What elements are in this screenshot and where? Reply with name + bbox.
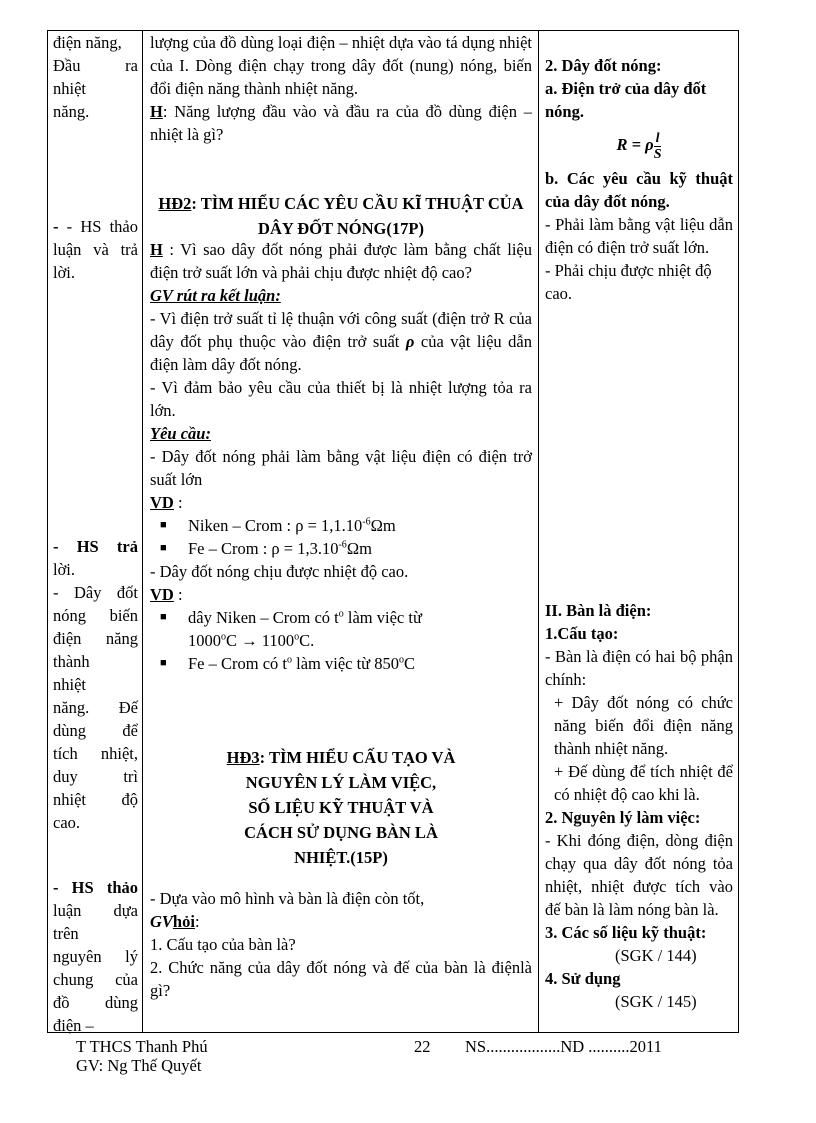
- line: trên: [53, 924, 79, 943]
- hd2-title: : TÌM HIỂU CÁC YÊU CẦU KĨ THUẬT CỦA DÂY ĐỐT NÓNG(17P): [191, 194, 524, 238]
- reason-2: - Vì đảm bảo yêu cầu của thiết bị là nhiệt lượng tỏa ra lớn.: [150, 378, 532, 420]
- section-subtitle: b. Các yêu cầu kỹ thuật của dây đốt nóng.: [545, 169, 733, 211]
- hd3-label: HĐ3: [226, 748, 260, 767]
- col3-block-2: [545, 599, 733, 1013]
- line: duy trì: [53, 767, 138, 786]
- col1-block-2: - - HS thảo luận và trả lời.: [53, 217, 138, 282]
- formula-lhs: R = ρ: [616, 135, 654, 154]
- line: tích nhiệt,: [53, 744, 138, 763]
- col2-block-1: [150, 31, 532, 146]
- example-text: C → 1100: [226, 631, 295, 650]
- rho-symbol: ρ: [405, 332, 415, 351]
- example-item: ■ dây Niken – Crom có $t^o$ làm việc từ $1000^oC \to 1100^oC$.: [160, 608, 422, 650]
- line: cao.: [53, 813, 81, 832]
- hd3-line: NHIỆT.(15P): [294, 848, 388, 867]
- col3-block-1: [545, 54, 733, 305]
- colon: :: [194, 912, 200, 931]
- line: luận dựa: [53, 901, 138, 920]
- line: luận và trả: [53, 240, 138, 259]
- line: nguyên lý: [53, 947, 138, 966]
- line: năng. Đế: [53, 698, 138, 717]
- requirement: - Phải làm bằng vật liệu dẫn điện có điện trở suất lớn.: [545, 215, 733, 257]
- question-1: 1. Cấu tạo của bàn là?: [150, 935, 296, 954]
- col1-block-3: [53, 535, 138, 834]
- footer-teacher: GV: Ng Thế Quyết: [76, 1056, 202, 1075]
- example-label: VD: [150, 585, 174, 604]
- line: - Dây đốt: [53, 583, 138, 602]
- example-text: C.: [299, 631, 315, 650]
- line: điện năng,: [53, 33, 122, 52]
- hd3-line: CÁCH SỬ DỤNG BÀN LÀ: [244, 823, 438, 842]
- line: thành: [53, 652, 90, 671]
- example-text: Fe – Crom : ρ = 1,3.10: [188, 539, 339, 558]
- example-item: ■ Niken – Crom : $\rho = 1,1.10^{-6}\Omega m$: [160, 516, 396, 535]
- exponent: -6: [338, 539, 347, 551]
- gv-conclusion-label: GV rút ra kết luận:: [150, 286, 281, 305]
- line: nóng biến: [53, 606, 138, 625]
- paragraph: lượng của đồ dùng loại điện – nhiệt dựa vào tá dụng nhiệt của I. Dòng điện chạy trong dây đốt (nung) nóng, biến đổi điện năng thành nhiệt năng.: [150, 33, 532, 98]
- reason-1-a: - Vì điện trở suất tỉ lệ thuận với công suất (điện trở R của dây đốt phụ thuộc vào điện trở suất: [150, 309, 532, 351]
- example-text: Niken – Crom : ρ = 1,1.10: [188, 516, 363, 535]
- reference: (SGK / 144): [615, 946, 697, 965]
- footer-school: T THCS Thanh Phú: [76, 1037, 208, 1056]
- hd2-heading: [150, 191, 532, 241]
- example-text: làm việc từ: [343, 608, 422, 627]
- example-text: 1000: [188, 631, 221, 650]
- unit: Ωm: [370, 516, 396, 535]
- reason-1-b: của vật liệu dẫn điện làm dây đốt nóng.: [150, 332, 532, 374]
- paragraph: - Dựa vào mô hình và bàn là điện còn tốt,: [150, 889, 425, 908]
- line: nhiệt: [53, 79, 86, 98]
- footer-dates: NS..................ND ..........2011: [465, 1037, 662, 1056]
- col1-block-4: [53, 876, 138, 1037]
- requirement-1: - Dây đốt nóng phải làm bằng vật liệu điện có điện trở suất lớn: [150, 447, 532, 489]
- section-title: 2. Dây đốt nóng:: [545, 56, 662, 75]
- col2-block-2: [150, 238, 532, 675]
- hd3-heading: [150, 745, 532, 870]
- question-label: H: [150, 102, 163, 121]
- line: - HS thảo: [53, 878, 138, 897]
- example-item: ■ Fe – Crom có $t^o$ làm việc từ 850$^o$C: [160, 654, 416, 673]
- requirement-label: Yêu cầu:: [150, 424, 211, 443]
- gv-label: GV: [150, 912, 173, 931]
- formula-denominator: S: [653, 146, 662, 162]
- example-text: làm việc từ 850: [292, 654, 400, 673]
- line: đồ dùng: [53, 993, 138, 1012]
- line: lời.: [53, 560, 76, 579]
- gv-ask: hỏi: [172, 912, 195, 931]
- paragraph: - Khi đóng điện, dòng điện chạy qua dây đốt nóng tỏa nhiệt, nhiệt được tích vào đế bàn là làm nóng bàn là.: [545, 831, 733, 919]
- content-column: [539, 31, 738, 1032]
- line: - HS thảo: [66, 217, 138, 236]
- student-activity-column: [48, 31, 143, 1035]
- hd3-line: NGUYÊN LÝ LÀM VIỆC,: [245, 773, 437, 792]
- line: chung của: [53, 970, 138, 989]
- degree: o: [221, 631, 226, 643]
- paragraph: - Bàn là điện có hai bộ phận chính:: [545, 647, 733, 689]
- degree: o: [338, 608, 344, 620]
- unit: Ωm: [346, 539, 372, 558]
- example-text: C: [404, 654, 416, 673]
- footer-school-block: [76, 1037, 208, 1075]
- example-text: Fe – Crom có t: [188, 654, 287, 673]
- question-2: 2. Chức năng của dây đốt nóng và đế của bàn là điệnlà gì?: [150, 958, 532, 1000]
- resistance-formula: [545, 123, 733, 167]
- lesson-table: [47, 30, 739, 1033]
- section-subtitle: 1.Cấu tạo:: [545, 624, 619, 643]
- question-text: : Năng lượng đầu vào và đầu ra của đồ dùng điện – nhiệt là gì?: [150, 102, 532, 144]
- page-number: 22: [414, 1037, 431, 1056]
- line: lời.: [53, 263, 76, 282]
- section-subtitle: 2. Nguyên lý làm việc:: [545, 808, 701, 827]
- hd2-label: HĐ2: [158, 194, 192, 213]
- hd3-line: : TÌM HIỂU CẤU TẠO VÀ: [259, 748, 456, 767]
- teacher-activity-column: [143, 31, 539, 1032]
- example-text: dây Niken – Crom có t: [188, 608, 339, 627]
- line: dùng để: [53, 721, 138, 740]
- degree: o: [399, 654, 405, 666]
- formula-numerator: l: [655, 130, 660, 146]
- col1-block-1: [53, 31, 138, 123]
- col2-block-3: [150, 887, 532, 1002]
- line: điện năng: [53, 629, 138, 648]
- example-item: ■ Fe – Crom : $\rho = 1,3.10^{-6}\Omega m$: [160, 539, 372, 558]
- hd3-line: SỐ LIỆU KỸ THUẬT VÀ: [248, 798, 434, 817]
- question-text: : Vì sao dây đốt nóng phải được làm bằng chất liệu điện trở suất lớn và phải chịu được nhiệt độ cao?: [150, 240, 532, 282]
- section-subtitle: 3. Các số liệu kỹ thuật:: [545, 923, 707, 942]
- exponent: -6: [362, 516, 371, 528]
- requirement: - Phải chịu được nhiệt độ cao.: [545, 261, 712, 303]
- line: năng.: [53, 102, 90, 121]
- requirement-2: - Dây đốt nóng chịu được nhiệt độ cao.: [150, 562, 409, 581]
- paragraph: + Dây đốt nóng có chức năng biến đổi điện năng thành nhiệt năng.: [554, 693, 733, 758]
- line: - HS trả: [53, 537, 138, 556]
- example-label: VD: [150, 493, 174, 512]
- colon: :: [173, 585, 183, 604]
- question-label: H: [150, 240, 163, 259]
- section-title: II. Bàn là điện:: [545, 601, 652, 620]
- reference: (SGK / 145): [615, 992, 697, 1011]
- colon: :: [173, 493, 183, 512]
- section-subtitle: a. Điện trở của dây đốt nóng.: [545, 79, 707, 121]
- line: điện –: [53, 1016, 94, 1035]
- paragraph: + Đế dùng để tích nhiệt để có nhiệt độ cao khi là.: [554, 762, 733, 804]
- section-subtitle: 4. Sử dụng: [545, 969, 621, 988]
- line: nhiệt độ: [53, 790, 138, 809]
- degree: o: [294, 631, 300, 643]
- line: Đầu ra: [53, 56, 138, 75]
- line: nhiệt: [53, 675, 86, 694]
- degree: o: [287, 654, 292, 666]
